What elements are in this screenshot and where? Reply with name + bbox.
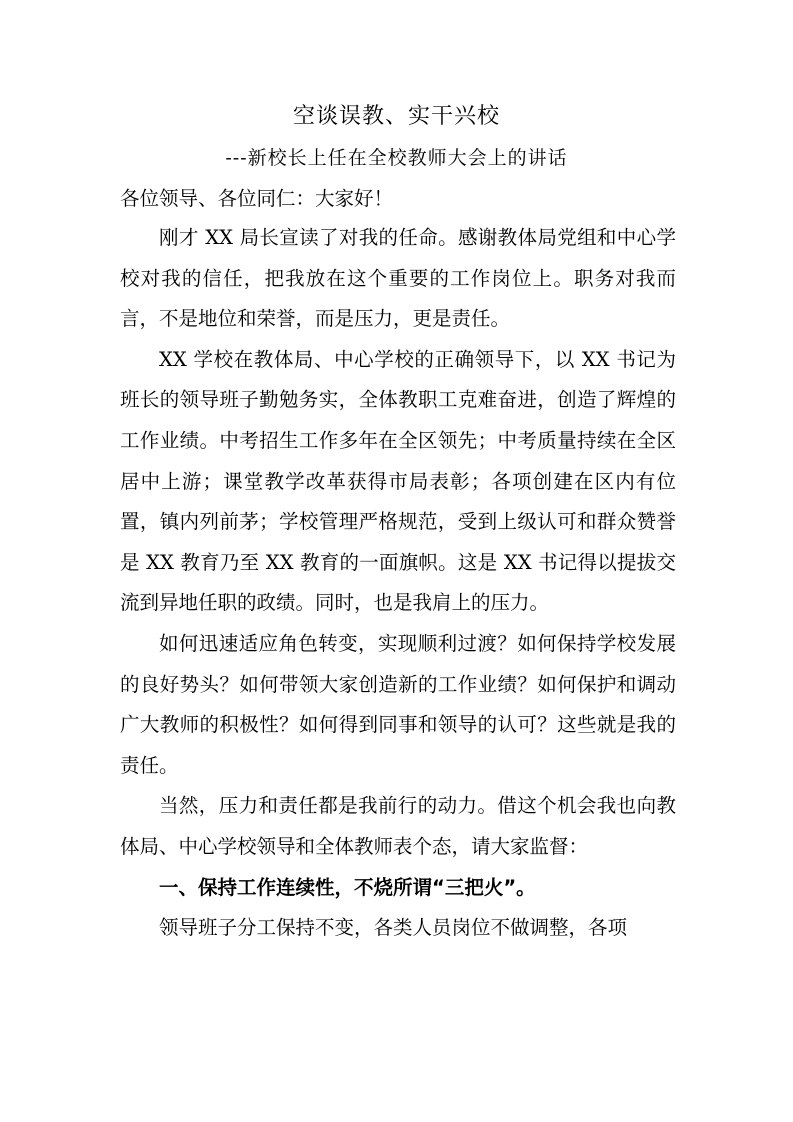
- document-subtitle: ---新校长上任在全校教师大会上的讲话: [225, 147, 568, 169]
- paragraph: 如何迅速适应角色转变，实现顺利过渡？如何保持学校发展的良好势头？如何带领大家创造新的工作业绩？如何保护和调动广大教师的积极性？如何得到同事和领导的认可？这些就是我的责任。: [120, 631, 676, 777]
- section-heading: 一、保持工作连续性，不烧所谓“三把火”。: [159, 875, 536, 899]
- document-body: [120, 180, 676, 949]
- paragraph: 领导班子分工保持不变，各类人员岗位不做调整，各项: [159, 916, 628, 940]
- paragraph: 当然，压力和责任都是我前行的动力。借这个机会我也向教体局、中心学校领导和全体教师表个态，请大家监督：: [120, 794, 676, 858]
- greeting-line: 各位领导、各位同仁：大家好！: [120, 187, 394, 210]
- document-title: 空谈误教、实干兴校: [292, 104, 500, 129]
- paragraph: 刚才 XX 局长宣读了对我的任命。感谢教体局党组和中心学校对我的信任，把我放在这个重要的工作岗位上。职务对我而言，不是地位和荣誉，而是压力，更是责任。: [120, 226, 676, 331]
- paragraph: XX 学校在教体局、中心学校的正确领导下，以 XX 书记为班长的领导班子勤勉务实，全体教职工克难奋进，创造了辉煌的工作业绩。中考招生工作多年在全区领先；中考质量持续在全区居中上游；课堂教学改革获得市局表彰；各项创建在区内有位置，镇内列前茅；学校管理严格规范，受到上级认可和群众赞誉是 XX 教育乃至 XX 教育的一面旗帜。这是 XX 书记得以提拔交流到异地任职的政绩。同时，也是我肩上的压力。: [120, 347, 676, 615]
